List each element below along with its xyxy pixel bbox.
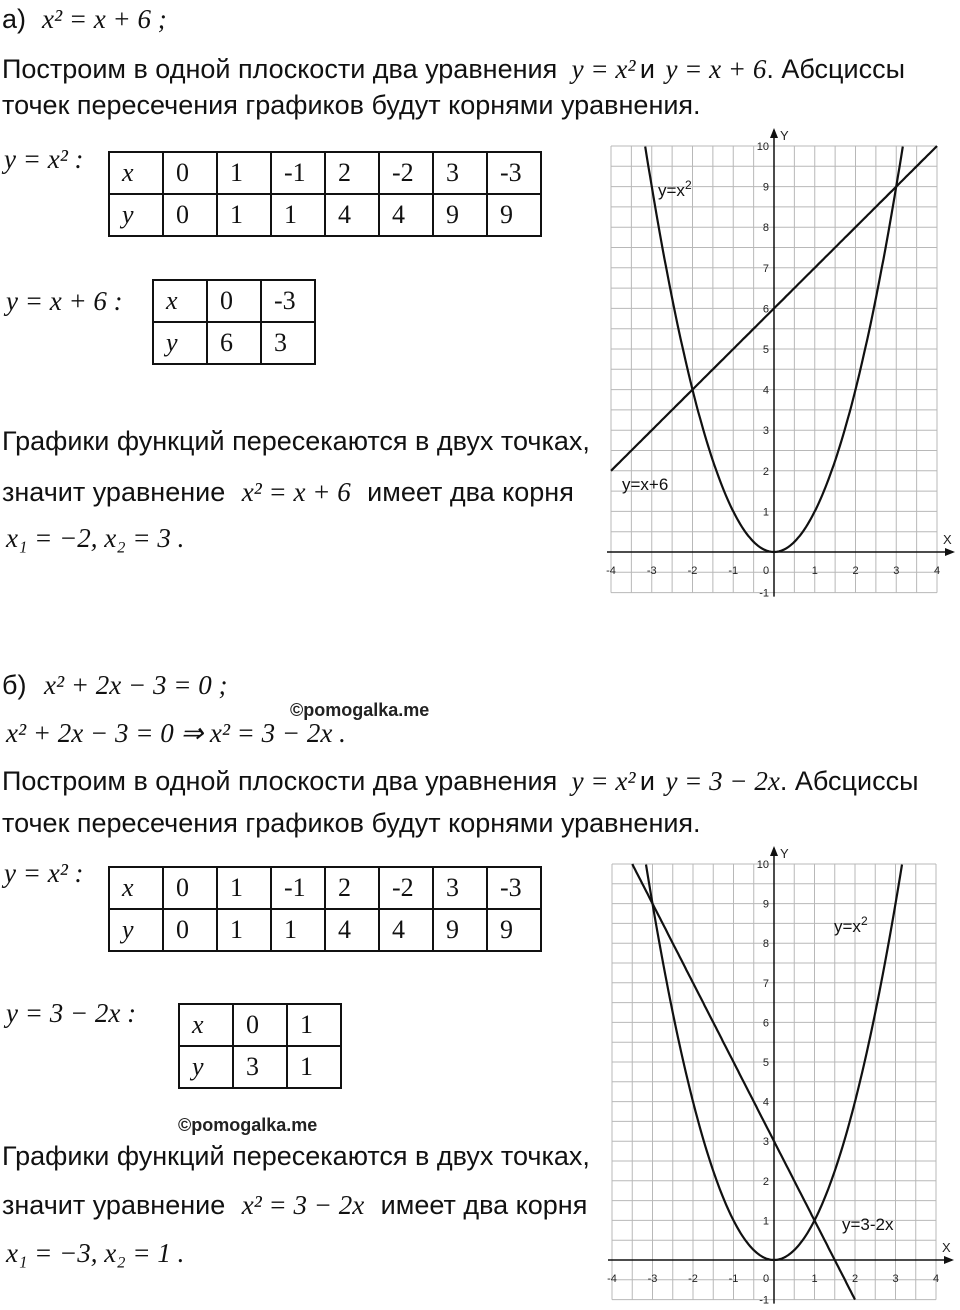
conclusion-text: значит уравнение: [2, 1190, 226, 1220]
conclusion-equation: x² = x + 6: [241, 477, 351, 507]
part-a-marker: а): [2, 4, 27, 34]
intro-text: Построим в одной плоскости два уравнения: [2, 54, 558, 84]
y-tick-label: 8: [762, 938, 769, 951]
y-tick-label: 9: [762, 898, 769, 911]
table-cell: y: [179, 1046, 233, 1088]
y-tick-label: 10: [756, 141, 769, 153]
table-cell: y: [109, 194, 163, 236]
table-cell: 4: [325, 909, 379, 951]
x-tick-label: 2: [852, 565, 859, 577]
table-cell: -1: [271, 867, 325, 909]
table-cell: 4: [379, 909, 433, 951]
y-tick-label: 9: [762, 181, 769, 194]
x-axis-arrow: [945, 548, 955, 556]
table-cell: 2: [325, 152, 379, 194]
table-cell: y: [109, 909, 163, 951]
table-cell: x: [153, 280, 207, 322]
y-tick-label: -1: [759, 1294, 769, 1307]
part-a-table1-label: y = x² :: [4, 144, 84, 174]
table-cell: 9: [433, 194, 487, 236]
part-a-table2-label: y = x + 6 :: [6, 286, 123, 316]
table-cell: 1: [287, 1046, 341, 1088]
table-row: [153, 280, 315, 322]
table-cell: 1: [271, 194, 325, 236]
part-b-conclusion-line-2: [2, 1192, 587, 1219]
table-cell: 3: [261, 322, 315, 364]
part-b-graph: [590, 838, 960, 1310]
table-cell: -3: [261, 280, 315, 322]
part-a-conclusion-line-1: Графики функций пересекаются в двух точках,: [2, 426, 590, 456]
y-tick-label: 3: [762, 425, 769, 438]
watermark: ©pomogalka.me: [290, 700, 430, 720]
y-tick-label: 5: [762, 344, 769, 356]
y-tick-label: 1: [762, 1215, 769, 1228]
y-tick-label: 4: [762, 384, 769, 397]
table-cell: -3: [487, 867, 541, 909]
table-row: [109, 152, 541, 194]
table-row: [153, 322, 315, 364]
x-tick-label: 4: [933, 565, 941, 577]
table-row: [179, 1004, 341, 1046]
table-cell: 1: [271, 909, 325, 951]
table-cell: x: [179, 1004, 233, 1046]
x-axis-arrow: [944, 1256, 954, 1264]
part-a-equation: x² = x + 6 ;: [42, 4, 167, 34]
series-label-1: $y=x^2$: [834, 914, 868, 936]
series-label-1: $y=x^2$: [658, 178, 692, 200]
series-label-2: y=x+6: [622, 475, 669, 494]
part-a-intro-line-1: [2, 56, 905, 83]
table-cell: 3: [433, 867, 487, 909]
part-a-intro-line-2: точек пересечения графиков будут корнями уравнения.: [2, 90, 701, 120]
intro-conj: и: [639, 766, 655, 796]
table-cell: 9: [487, 909, 541, 951]
table-cell: 1: [217, 909, 271, 951]
table-cell: 2: [325, 867, 379, 909]
table-cell: -2: [379, 867, 433, 909]
x-tick-label: -1: [728, 1273, 739, 1285]
y-tick-label: 6: [762, 1017, 769, 1030]
table-cell: 9: [433, 909, 487, 951]
series-label-2: y=3-2x: [842, 1215, 894, 1234]
table-cell: x: [109, 152, 163, 194]
table-row: [179, 1046, 341, 1088]
x-tick-label: -3: [646, 565, 657, 577]
table-cell: -3: [487, 152, 541, 194]
part-b-intro-line-1: [2, 768, 919, 795]
x-tick-label: 0: [762, 1273, 770, 1285]
intro-func-1: y = x²: [571, 766, 636, 796]
intro-func-1: y = x²: [571, 54, 636, 84]
y-tick-label: 5: [762, 1057, 769, 1069]
y-axis-arrow: [770, 846, 778, 856]
table-cell: 3: [233, 1046, 287, 1088]
table-cell: 0: [207, 280, 261, 322]
table-cell: 0: [163, 194, 217, 236]
series-label-superscript: 2: [684, 178, 692, 192]
y-tick-label: 6: [762, 303, 769, 316]
x-tick-label: -2: [687, 565, 698, 577]
table-cell: y: [153, 322, 207, 364]
table-row: [109, 909, 541, 951]
part-b-roots: x₁ = −3, x₂ = 1 .: [6, 1238, 185, 1268]
x-axis-label: X: [943, 532, 952, 547]
part-b-marker: б): [2, 670, 27, 700]
part-b-table1-label: y = x² :: [4, 858, 84, 888]
y-tick-label: 2: [762, 1175, 769, 1188]
y-tick-label: -1: [759, 587, 769, 600]
intro-text: Построим в одной плоскости два уравнения: [2, 766, 558, 796]
conclusion-text-post: имеет два корня: [367, 477, 574, 507]
part-a-roots: x₁ = −2, x₂ = 3 .: [6, 523, 185, 553]
y-tick-label: 7: [762, 977, 769, 990]
y-axis-label: Y: [780, 128, 789, 143]
intro-text-post: . Абсциссы: [779, 766, 919, 796]
x-axis-label: X: [942, 1240, 951, 1255]
watermark: ©pomogalka.me: [178, 1115, 318, 1135]
part-b-transform: x² + 2x − 3 = 0 ⇒ x² = 3 − 2x .: [6, 718, 346, 748]
table-cell: x: [109, 867, 163, 909]
part-b-equation: x² + 2x − 3 = 0 ;: [44, 670, 228, 700]
intro-func-2: y = 3 − 2x: [665, 766, 780, 796]
table-cell: 4: [379, 194, 433, 236]
y-axis-label: Y: [780, 846, 789, 861]
x-tick-label: -1: [728, 565, 739, 577]
x-tick-label: 0: [762, 565, 770, 577]
y-tick-label: 3: [762, 1136, 769, 1149]
part-a-graph: [590, 118, 960, 610]
intro-conj: и: [639, 54, 655, 84]
table-cell: 9: [487, 194, 541, 236]
table-row: [109, 867, 541, 909]
y-tick-label: 2: [762, 465, 769, 478]
y-tick-label: 4: [762, 1096, 769, 1109]
table-cell: 0: [163, 909, 217, 951]
y-tick-label: 7: [762, 262, 769, 275]
part-a-table2: [152, 279, 316, 365]
table-cell: 1: [217, 194, 271, 236]
series-label-superscript: 2: [860, 914, 868, 928]
table-cell: -2: [379, 152, 433, 194]
intro-func-2: y = x + 6: [665, 54, 767, 84]
y-axis-arrow: [770, 128, 778, 138]
x-tick-label: 2: [851, 1273, 859, 1285]
table-row: [109, 194, 541, 236]
part-b-intro-line-2: точек пересечения графиков будут корнями уравнения.: [2, 808, 701, 838]
table-cell: 0: [233, 1004, 287, 1046]
part-b-table2: [178, 1003, 342, 1089]
table-cell: 1: [217, 867, 271, 909]
table-cell: 4: [325, 194, 379, 236]
x-tick-label: -3: [647, 1273, 658, 1285]
part-b-conclusion-line-1: Графики функций пересекаются в двух точках,: [2, 1141, 590, 1171]
intro-text-post: . Абсциссы: [766, 54, 906, 84]
x-tick-label: 3: [892, 1273, 899, 1285]
conclusion-text-post: имеет два корня: [380, 1190, 588, 1220]
part-b-table2-label: y = 3 − 2x :: [6, 998, 137, 1028]
table-cell: 3: [433, 152, 487, 194]
table-cell: -1: [271, 152, 325, 194]
conclusion-equation: x² = 3 − 2x: [241, 1190, 365, 1220]
table-cell: 6: [207, 322, 261, 364]
part-b-table1: [108, 866, 542, 952]
table-cell: 0: [163, 152, 217, 194]
part-a-conclusion-line-2: [2, 479, 574, 506]
y-tick-label: 1: [762, 506, 769, 519]
x-tick-label: 1: [811, 565, 818, 577]
x-tick-label: 4: [932, 1273, 940, 1285]
x-tick-label: -4: [607, 1273, 617, 1285]
x-tick-label: -4: [606, 565, 616, 577]
x-tick-label: -2: [688, 1273, 698, 1285]
conclusion-text: значит уравнение: [2, 477, 226, 507]
table-cell: 1: [287, 1004, 341, 1046]
x-tick-label: 1: [811, 1273, 818, 1285]
y-tick-label: 10: [756, 859, 769, 871]
table-cell: 1: [217, 152, 271, 194]
y-tick-label: 8: [762, 222, 769, 235]
part-a-table1: [108, 151, 542, 237]
x-tick-label: 3: [893, 565, 900, 577]
table-cell: 0: [163, 867, 217, 909]
